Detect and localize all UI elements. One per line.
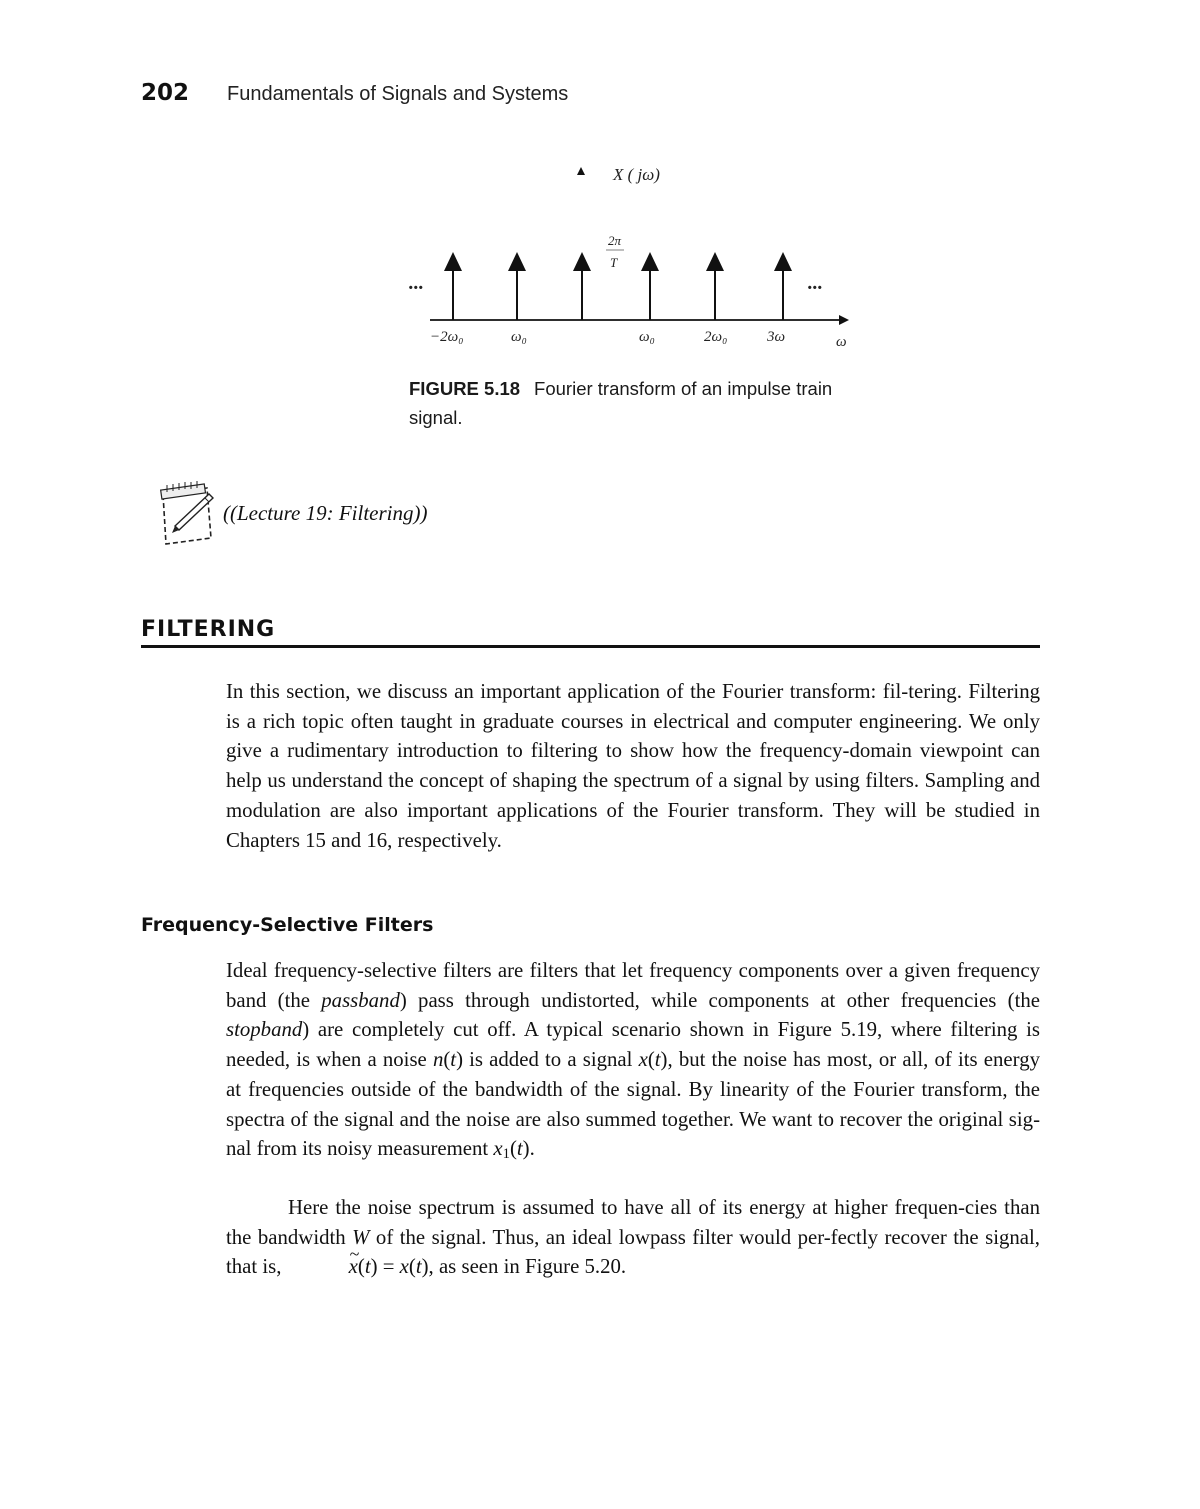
- x-tick-label: ω₀: [511, 329, 527, 345]
- notepad-pencil-icon: [157, 480, 219, 550]
- measurement-symbol: x: [493, 1137, 503, 1161]
- amplitude-numerator: 2π: [608, 233, 622, 248]
- term-passband: passband: [321, 988, 400, 1012]
- figure-caption-label: FIGURE 5.18: [409, 378, 521, 399]
- body-paragraph: Ideal frequency-selective filters are filters that let frequency components over a given frequency band (the passband) pass through undistorted, while components at other frequencies (the stopband) are completely cut off. A typical scenario shown in Figure 5.19, where filtering is needed, is when a noise n(t) is added to a signal x(t), but the noise has most, or all, of its energy at frequencies outside of the bandwidth of the signal. By linearity of the Fourier transform, the spectra of the signal and the noise are also summed together. We want to recover the original sig-nal from its noisy measurement $x_1(t)$.: [226, 959, 1040, 1163]
- subsection-heading: Frequency-Selective Filters: [141, 914, 434, 936]
- figure-caption: [409, 374, 849, 432]
- impulse-train-spectrum-plot: [395, 155, 865, 365]
- running-head: [141, 80, 568, 106]
- impulse-4: [641, 252, 659, 320]
- x-tick-label: 2ω₀: [704, 329, 728, 345]
- body-paragraph: Here the noise spectrum is assumed to have all of its energy at higher frequen-cies than the bandwidth W of the signal. Thus, an ideal lowpass filter would per-fectly recover the signal, that is, ~ x(t) = x(t), as seen in Figure 5.20.: [226, 1193, 1040, 1282]
- ellipsis-right: ...: [808, 272, 823, 294]
- figure-5-18: [395, 155, 865, 365]
- ellipsis-left: ...: [409, 272, 424, 294]
- section-heading: FILTERING: [141, 617, 1040, 648]
- lecture-reference: ((Lecture 19: Filtering)): [223, 500, 428, 525]
- y-axis-arrowhead: [577, 167, 585, 175]
- x-axis-label: ω: [836, 334, 847, 350]
- impulse-2: [508, 252, 526, 320]
- lecture-note: [157, 480, 428, 550]
- recovered-signal-symbol: ~ x: [287, 1252, 358, 1282]
- y-axis-label: X ( jω): [613, 165, 660, 184]
- x-tick-label: −2ω₀: [430, 329, 464, 345]
- noise-symbol: n: [432, 1048, 444, 1072]
- impulse-6: [774, 252, 792, 320]
- bandwidth-symbol: W: [352, 1225, 370, 1249]
- amplitude-denominator: T: [610, 255, 618, 270]
- body-paragraph: In this section, we discuss an important application of the Fourier transform: fil-tering. Filtering is a rich topic often taught in graduate courses in electrical and computer engineering. We only give a rudimentary introduction to filtering to show how the frequency-domain viewpoint can help us understand the concept of shaping the spectrum of a signal by using filters. Sampling and modulation are also important applications of the Fourier transform. They will be studied in Chapters 15 and 16, respectively.: [226, 680, 1040, 852]
- impulse-1: [444, 252, 462, 320]
- x-tick-label: ω₀: [639, 329, 655, 345]
- impulse-5: [706, 252, 724, 320]
- x-tick-label: 3ω: [767, 329, 786, 345]
- page-number: 202: [141, 80, 190, 106]
- term-stopband: stopband: [226, 1018, 303, 1042]
- x-axis-arrowhead: [839, 315, 849, 325]
- figure-caption-text: Fourier transform of an impulse train signal.: [409, 378, 833, 428]
- book-title: Fundamentals of Signals and Systems: [227, 83, 569, 105]
- signal-symbol: x: [638, 1048, 648, 1072]
- impulse-3: [573, 252, 591, 320]
